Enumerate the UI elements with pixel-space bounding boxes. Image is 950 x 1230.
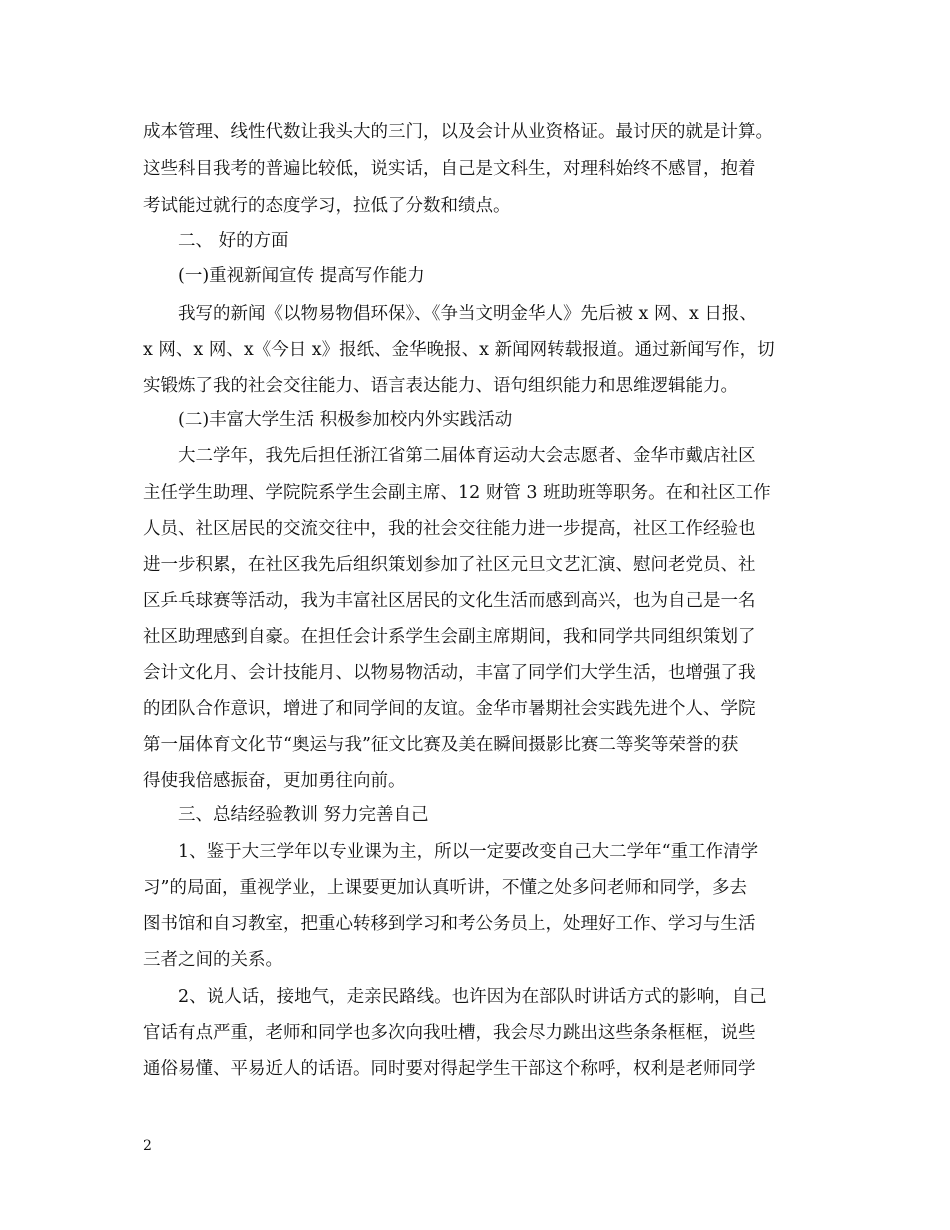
body-line: 我写的新闻《以物易物倡环保》、《争当文明金华人》先后被 x 网、x 日报、 [178, 304, 757, 324]
body-line: 三者之间的关系。 [143, 950, 283, 970]
body-line: 图书馆和自习教室，把重心转移到学习和考公务员上，处理好工作、学习与生活 [143, 914, 756, 934]
body-line: 进一步积累，在社区我先后组织策划参加了社区元旦文艺汇演、慰问老党员、社 [143, 555, 756, 575]
section-heading: 三、总结经验教训 努力完善自己 [178, 805, 429, 825]
body-line: 这些科目我考的普遍比较低，说实话，自己是文科生，对理科始终不感冒，抱着 [143, 159, 756, 179]
body-line: 官话有点严重，老师和同学也多次向我吐槽，我会尽力跳出这些条条框框，说些 [143, 1023, 756, 1043]
subsection-heading: (一)重视新闻宣传 提高写作能力 [178, 266, 425, 286]
body-line: 的团队合作意识，增进了和同学间的友谊。金华市暑期社会实践先进个人、学院 [143, 699, 756, 719]
body-line: 实锻炼了我的社会交往能力、语言表达能力、语句组织能力和思维逻辑能力。 [143, 376, 738, 396]
body-line: 第一届体育文化节“奥运与我”征文比赛及美在瞬间摄影比赛二等奖等荣誉的获 [143, 735, 739, 755]
body-line: 主任学生助理、学院院系学生会副主席、12 财管 3 班助班等职务。在和社区工作 [143, 483, 771, 503]
body-line: 得使我倍感振奋，更加勇往向前。 [143, 771, 406, 791]
page-number: 2 [143, 1138, 152, 1154]
body-line: x 网、x 网、x《今日 x》报纸、金华晚报、x 新闻网转载报道。通过新闻写作，切 [143, 340, 775, 360]
body-line: 社区助理感到自豪。在担任会计系学生会副主席期间，我和同学共同组织策划了 [143, 627, 756, 647]
body-line: 2、说人话，接地气，走亲民路线。也许因为在部队时讲话方式的影响，自己 [178, 987, 767, 1007]
body-line: 人员、社区居民的交流交往中，我的社会交往能力进一步提高，社区工作经验也 [143, 519, 756, 539]
body-line: 会计文化月、会计技能月、以物易物活动，丰富了同学们大学生活，也增强了我 [143, 663, 756, 683]
body-line: 区乒乓球赛等活动，我为丰富社区居民的文化生活而感到高兴，也为自己是一名 [143, 591, 756, 611]
section-heading: 二、 好的方面 [178, 231, 289, 251]
body-line: 成本管理、线性代数让我头大的三门，以及会计从业资格证。最讨厌的就是计算。 [143, 122, 773, 142]
body-line: 大二学年，我先后担任浙江省第二届体育运动大会志愿者、金华市戴店社区 [178, 446, 756, 466]
body-line: 通俗易懂、平易近人的话语。同时要对得起学生干部这个称呼，权利是老师同学 [143, 1059, 756, 1079]
body-line: 1、鉴于大三学年以专业课为主，所以一定要改变自己大二学年“重工作清学 [178, 842, 759, 862]
body-line: 考试能过就行的态度学习，拉低了分数和绩点。 [143, 196, 511, 216]
subsection-heading: (二)丰富大学生活 积极参加校内外实践活动 [178, 410, 513, 430]
body-line: 习”的局面，重视学业，上课要更加认真听讲，不懂之处多问老师和同学，多去 [143, 878, 747, 898]
